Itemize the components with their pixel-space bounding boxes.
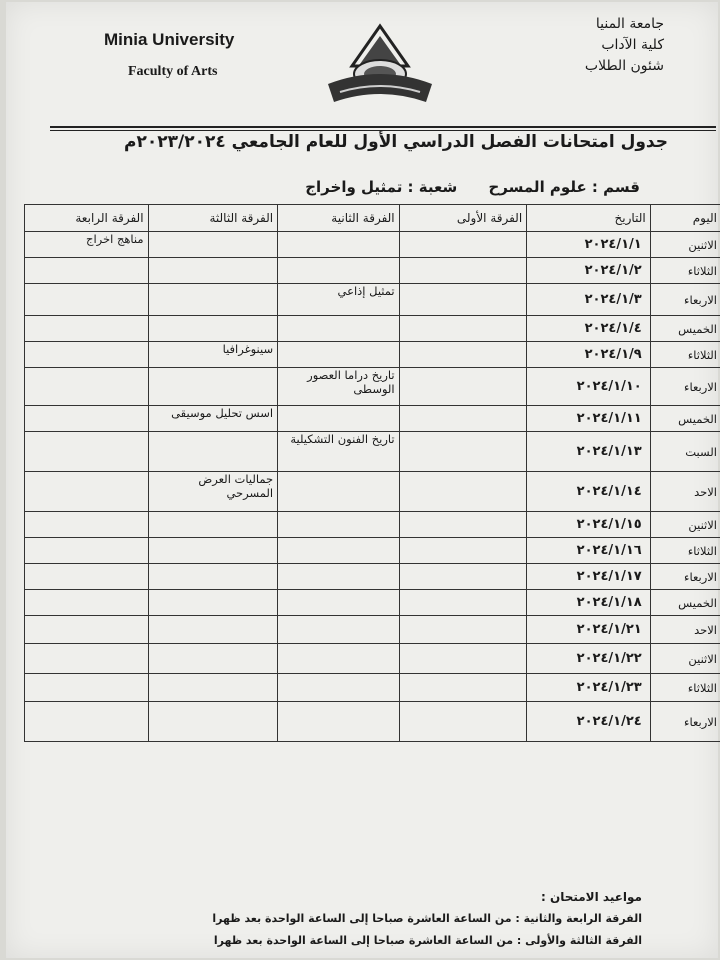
year4-cell [25, 674, 149, 702]
header-arabic-block [585, 14, 664, 77]
department-name-ar: شئون الطلاب [584, 58, 664, 74]
table-row [25, 432, 720, 472]
year3-cell [148, 368, 278, 406]
year2-cell: تاريخ دراما العصور الوسطى [278, 368, 400, 406]
table-header-row [25, 205, 720, 232]
year1-cell [399, 284, 527, 316]
date-cell: ٢٠٢٤/١/١٦ [527, 538, 651, 564]
header-day: اليوم [650, 205, 720, 232]
year1-cell [399, 258, 527, 284]
year4-cell [25, 284, 149, 316]
date-cell: ٢٠٢٤/١/٤ [527, 316, 651, 342]
year3-cell [148, 564, 278, 590]
date-cell: ٢٠٢٤/١/١١ [527, 406, 651, 432]
university-name-ar: جامعة المنيا [595, 16, 664, 32]
year3-cell [148, 232, 278, 258]
day-cell: الثلاثاء [650, 258, 720, 284]
year1-cell [399, 472, 527, 512]
year1-cell [399, 590, 527, 616]
table-row [25, 232, 720, 258]
day-cell: الاحد [650, 472, 720, 512]
day-cell: الاربعاء [650, 702, 720, 742]
table-row [25, 674, 720, 702]
year3-cell [148, 644, 278, 674]
year2-cell [278, 702, 400, 742]
section-line [279, 178, 640, 196]
day-cell: الخميس [650, 406, 720, 432]
year3-cell [148, 284, 278, 316]
table-row [25, 368, 720, 406]
year2-cell [278, 644, 400, 674]
table-row [25, 342, 720, 368]
date-cell: ٢٠٢٤/١/١٣ [527, 432, 651, 472]
year4-cell [25, 368, 149, 406]
header-divider-thin [50, 130, 716, 131]
table-row [25, 406, 720, 432]
year2-cell [278, 342, 400, 368]
exam-times-line-1: الفرقة الرابعة والثانية : من الساعة العاشرة صباحا إلى الساعة الواحدة بعد ظهرا [212, 912, 642, 925]
year2-cell: تاريخ الفنون التشكيلية [278, 432, 400, 472]
university-logo-icon [322, 22, 438, 112]
year4-cell [25, 342, 149, 368]
table-row [25, 590, 720, 616]
table-row [25, 702, 720, 742]
table-row [25, 538, 720, 564]
year2-cell: تمثيل إذاعي [278, 284, 400, 316]
date-cell: ٢٠٢٤/١/١٤ [527, 472, 651, 512]
date-cell: ٢٠٢٤/١/١٥ [527, 512, 651, 538]
year1-cell [399, 538, 527, 564]
header-year2: الفرقة الثانية [278, 205, 400, 232]
table-row [25, 512, 720, 538]
day-cell: الاثنين [650, 512, 720, 538]
year3-cell [148, 590, 278, 616]
faculty-name-en: Faculty of Arts [128, 64, 218, 79]
date-cell: ٢٠٢٤/١/٢٣ [527, 674, 651, 702]
year4-cell [25, 644, 149, 674]
day-cell: الخميس [650, 590, 720, 616]
page-title: جدول امتحانات الفصل الدراسي الأول للعام الجامعي ٢٠٢٣/٢٠٢٤م [124, 132, 668, 152]
year4-cell [25, 406, 149, 432]
year3-cell [148, 432, 278, 472]
table-body [25, 232, 720, 742]
year1-cell [399, 674, 527, 702]
year2-cell [278, 258, 400, 284]
table-row [25, 258, 720, 284]
year2-cell [278, 674, 400, 702]
year1-cell [399, 432, 527, 472]
day-cell: السبت [650, 432, 720, 472]
header-year1: الفرقة الأولى [399, 205, 527, 232]
header-date: التاريخ [527, 205, 651, 232]
year4-cell [25, 512, 149, 538]
year1-cell [399, 616, 527, 644]
day-cell: الثلاثاء [650, 674, 720, 702]
year3-cell [148, 702, 278, 742]
year3-cell [148, 616, 278, 644]
year4-cell [25, 258, 149, 284]
year2-cell [278, 564, 400, 590]
year1-cell [399, 342, 527, 368]
date-cell: ٢٠٢٤/١/٢ [527, 258, 651, 284]
year2-cell [278, 406, 400, 432]
year4-cell [25, 616, 149, 644]
university-name-en: Minia University [104, 30, 235, 49]
header-year4: الفرقة الرابعة [25, 205, 149, 232]
day-cell: الاربعاء [650, 564, 720, 590]
exam-schedule-table [24, 204, 720, 742]
day-cell: الثلاثاء [650, 538, 720, 564]
year2-cell [278, 316, 400, 342]
year3-cell [148, 258, 278, 284]
year2-cell [278, 512, 400, 538]
year1-cell [399, 702, 527, 742]
year1-cell [399, 406, 527, 432]
table-row [25, 616, 720, 644]
header-divider [50, 126, 716, 128]
header-year3: الفرقة الثالثة [148, 205, 278, 232]
year3-cell [148, 538, 278, 564]
year4-cell: مناهج اخراج [25, 232, 149, 258]
year3-cell [148, 674, 278, 702]
year4-cell [25, 702, 149, 742]
branch-label: شعبة : تمثيل واخراج [305, 178, 458, 196]
year3-cell [148, 512, 278, 538]
exam-times-heading: مواعيد الامتحان : [540, 890, 642, 904]
year2-cell [278, 590, 400, 616]
year2-cell [278, 232, 400, 258]
day-cell: الاحد [650, 616, 720, 644]
year4-cell [25, 432, 149, 472]
exam-times-note [212, 886, 642, 952]
year4-cell [25, 472, 149, 512]
year1-cell [399, 232, 527, 258]
date-cell: ٢٠٢٤/١/٣ [527, 284, 651, 316]
year3-cell: جماليات العرض المسرحي [148, 472, 278, 512]
year4-cell [25, 538, 149, 564]
date-cell: ٢٠٢٤/١/٢٤ [527, 702, 651, 742]
exam-times-line-2: الفرقة الثالثة والأولى : من الساعة العاشرة صباحا إلى الساعة الواحدة بعد ظهرا [213, 934, 642, 947]
date-cell: ٢٠٢٤/١/٩ [527, 342, 651, 368]
day-cell: الاثنين [650, 232, 720, 258]
year2-cell [278, 538, 400, 564]
faculty-name-ar: كلية الآداب [601, 37, 664, 53]
year1-cell [399, 368, 527, 406]
year1-cell [399, 512, 527, 538]
table-row [25, 564, 720, 590]
year1-cell [399, 316, 527, 342]
year2-cell [278, 616, 400, 644]
year4-cell [25, 316, 149, 342]
year1-cell [399, 644, 527, 674]
day-cell: الثلاثاء [650, 342, 720, 368]
table-row [25, 284, 720, 316]
table-row [25, 644, 720, 674]
table-row [25, 316, 720, 342]
document-page [6, 2, 718, 958]
day-cell: الاربعاء [650, 368, 720, 406]
department-label: قسم : علوم المسرح [488, 178, 640, 196]
date-cell: ٢٠٢٤/١/٢٢ [527, 644, 651, 674]
day-cell: الخميس [650, 316, 720, 342]
year3-cell: سينوغرافيا [148, 342, 278, 368]
date-cell: ٢٠٢٤/١/٢١ [527, 616, 651, 644]
year3-cell: اسس تحليل موسيقى [148, 406, 278, 432]
table-row [25, 472, 720, 512]
year1-cell [399, 564, 527, 590]
date-cell: ٢٠٢٤/١/١ [527, 232, 651, 258]
year4-cell [25, 590, 149, 616]
year3-cell [148, 316, 278, 342]
date-cell: ٢٠٢٤/١/١٧ [527, 564, 651, 590]
date-cell: ٢٠٢٤/١/١٨ [527, 590, 651, 616]
date-cell: ٢٠٢٤/١/١٠ [527, 368, 651, 406]
year2-cell [278, 472, 400, 512]
year4-cell [25, 564, 149, 590]
day-cell: الاثنين [650, 644, 720, 674]
day-cell: الاربعاء [650, 284, 720, 316]
